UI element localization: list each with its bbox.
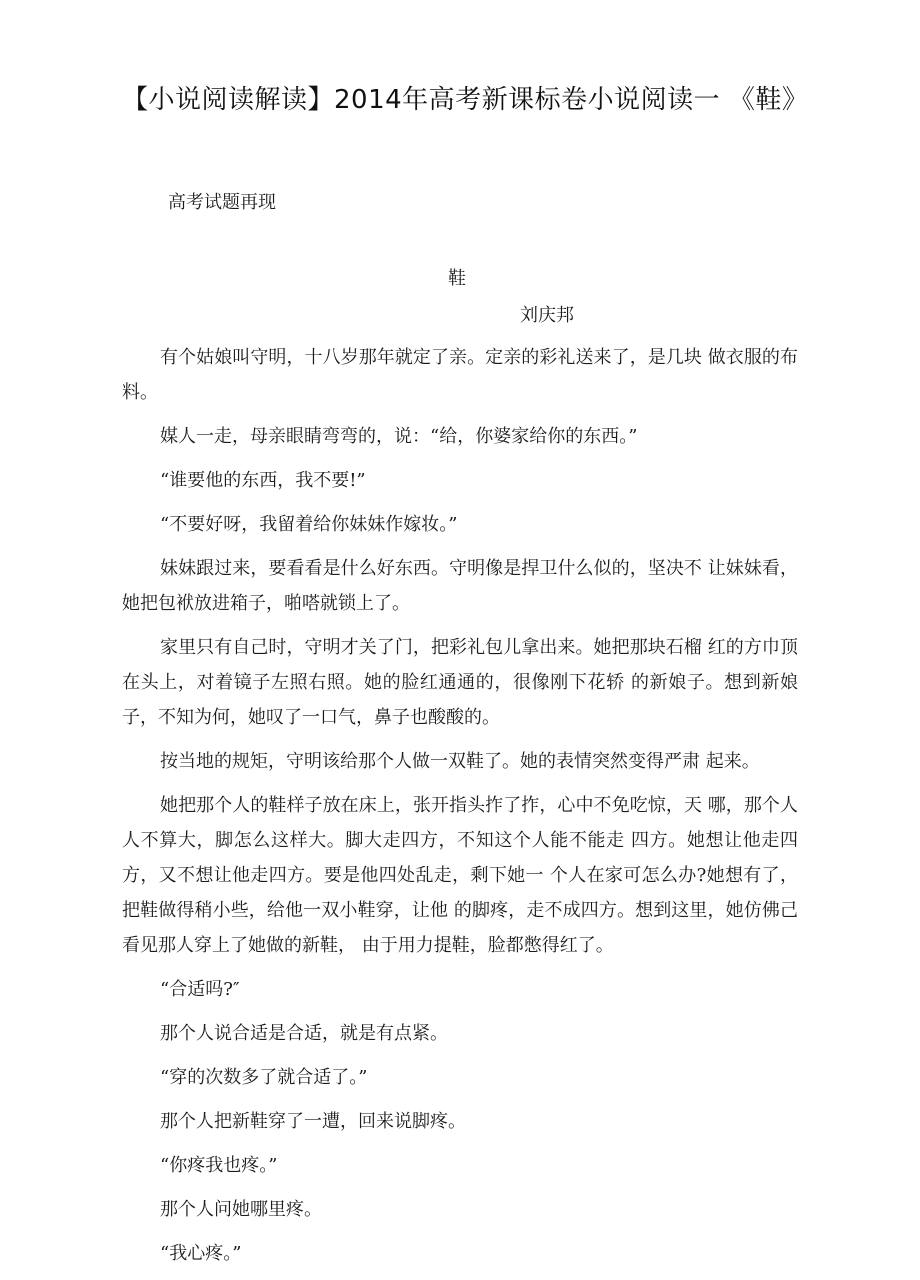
paragraph: 那个人说合适是合适，就是有点紧。	[160, 1023, 448, 1044]
paragraph: “穿的次数多了就合适了。”	[160, 1067, 368, 1088]
paragraph: 那个人问她哪里疼。	[160, 1199, 322, 1220]
story-body	[122, 340, 798, 1280]
paragraph: 有个姑娘叫守明，十八岁那年就定了亲。定亲的彩礼送来了，是几块 做衣服的布料。	[122, 347, 798, 403]
paragraph: “你疼我也疼。”	[160, 1155, 278, 1176]
paragraph: “不要好呀，我留着给你妹妹作嫁妆。”	[160, 514, 458, 535]
document-title: 【小说阅读解读】2014年高考新课标卷小说阅读一 《鞋》	[122, 85, 809, 115]
paragraph: 媒人一走，母亲眼睛弯弯的，说：“给，你婆家给你的东西。”	[160, 426, 638, 447]
paragraph: 妹妹跟过来，要看看是什么好东西。守明像是捍卫什么似的，坚决不 让妹妹看，她把包袱放进箱子，啪嗒就锁上了。	[122, 558, 798, 614]
paragraph: 按当地的规矩，守明该给那个人做一双鞋了。她的表情突然变得严肃 起来。	[160, 751, 760, 772]
paragraph: 家里只有自己时，守明才关了门，把彩礼包儿拿出来。她把那块石榴 红的方巾顶在头上，对着镜子左照右照。她的脸红通通的，很像刚下花轿 的新娘子。想到新娘子，不知为何，她叹了一口气，鼻子也酸酸的。	[122, 637, 798, 728]
paragraph: “谁要他的东西，我不要!”	[160, 470, 366, 491]
paragraph: “合适吗?″	[160, 979, 240, 1000]
author-name: 刘庆邦	[520, 305, 574, 326]
paragraph: 她把那个人的鞋样子放在床上，张开指头拃了拃，心中不免吃惊，天 哪，那个人人不算大，脚怎么这样大。脚大走四方，不知这个人能不能走 四方。她想让他走四方，又不想让他走四方。要是他四处乱走，剩下她一 个人在家可怎么办?她想有了，把鞋做得稍小些，给他一双小鞋穿，让他 的脚疼，走不成四方。想到这里，她仿佛己看见那人穿上了她做的新鞋， 由于用力提鞋，脸都憋得红了。	[122, 795, 798, 956]
story-title: 鞋	[448, 268, 466, 289]
section-label: 高考试题再现	[168, 192, 276, 213]
paragraph: “我心疼。”	[160, 1243, 242, 1264]
paragraph: 那个人把新鞋穿了一遭，回来说脚疼。	[160, 1111, 466, 1132]
